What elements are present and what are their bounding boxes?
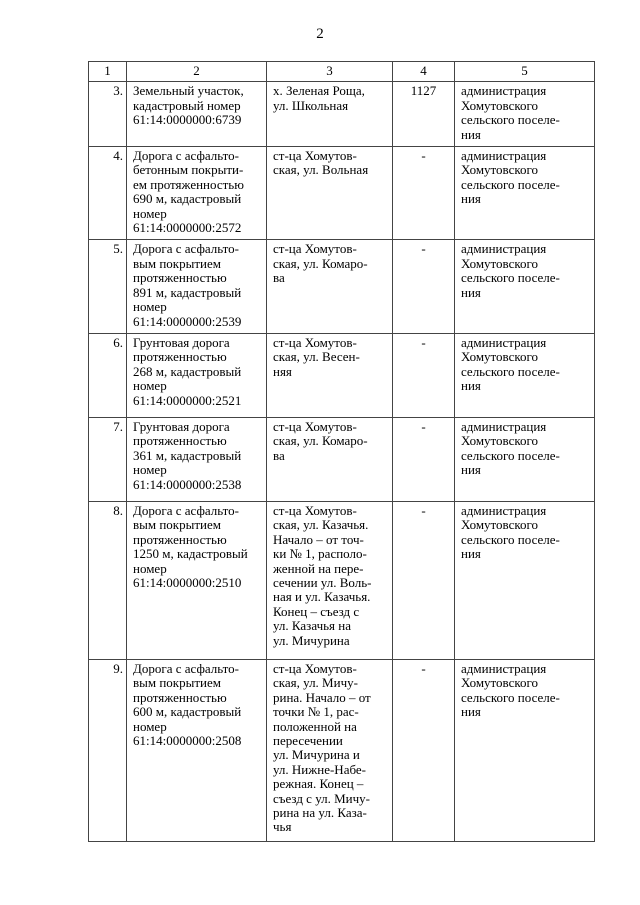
- table-row: [89, 417, 595, 501]
- table-row: [89, 501, 595, 659]
- object-address: ст-ца Хомутов- ская, ул. Комаро- ва: [267, 240, 393, 333]
- table-row: [89, 333, 595, 417]
- page-number: 2: [316, 26, 324, 42]
- object-address: х. Зеленая Роща, ул. Школьная: [267, 82, 393, 147]
- object-owner: администрация Хомутовского сельского поселе- ния: [455, 240, 595, 333]
- object-value: -: [393, 333, 455, 417]
- object-owner: администрация Хомутовского сельского поселе- ния: [455, 82, 595, 147]
- object-name: Дорога с асфальто- вым покрытием протяженностью 600 м, кадастровый номер 61:14:0000000:2508: [127, 659, 267, 841]
- row-number: 9.: [89, 659, 127, 841]
- object-name: Дорога с асфальто- вым покрытием протяженностью 891 м, кадастровый номер 61:14:0000000:2539: [127, 240, 267, 333]
- row-number: 4.: [89, 147, 127, 240]
- object-value: -: [393, 240, 455, 333]
- header-cell-5: 5: [455, 62, 595, 82]
- object-value: -: [393, 417, 455, 501]
- object-address: ст-ца Хомутов- ская, ул. Мичу- рина. Начало – от точки № 1, рас- положенной на пересечении ул. Мичурина и ул. Нижне-Набе- режная. Конец – съезд с ул. Мичу- рина на ул. Каза- чья: [267, 659, 393, 841]
- object-owner: администрация Хомутовского сельского поселе- ния: [455, 417, 595, 501]
- object-owner: администрация Хомутовского сельского поселе- ния: [455, 333, 595, 417]
- table-row: [89, 147, 595, 240]
- object-owner: администрация Хомутовского сельского поселе- ния: [455, 147, 595, 240]
- row-number: 6.: [89, 333, 127, 417]
- table-row: [89, 82, 595, 147]
- row-number: 8.: [89, 501, 127, 659]
- object-name: Грунтовая дорога протяженностью 361 м, кадастровый номер 61:14:0000000:2538: [127, 417, 267, 501]
- object-address: ст-ца Хомутов- ская, ул. Весен- няя: [267, 333, 393, 417]
- header-cell-1: 1: [89, 62, 127, 82]
- object-address: ст-ца Хомутов- ская, ул. Комаро- ва: [267, 417, 393, 501]
- header-cell-2: 2: [127, 62, 267, 82]
- object-name: Земельный участок, кадастровый номер 61:14:0000000:6739: [127, 82, 267, 147]
- table-row: [89, 659, 595, 841]
- row-number: 3.: [89, 82, 127, 147]
- table-row: [89, 240, 595, 333]
- object-name: Дорога с асфальто- вым покрытием протяженностью 1250 м, кадастровый номер 61:14:0000000:2510: [127, 501, 267, 659]
- header-row: [89, 62, 595, 82]
- object-owner: администрация Хомутовского сельского поселе- ния: [455, 501, 595, 659]
- object-address: ст-ца Хомутов- ская, ул. Вольная: [267, 147, 393, 240]
- property-table: [88, 61, 595, 842]
- object-name: Грунтовая дорога протяженностью 268 м, кадастровый номер 61:14:0000000:2521: [127, 333, 267, 417]
- header-cell-4: 4: [393, 62, 455, 82]
- object-value: -: [393, 501, 455, 659]
- row-number: 7.: [89, 417, 127, 501]
- object-value: -: [393, 147, 455, 240]
- object-address: ст-ца Хомутов- ская, ул. Казачья. Начало – от точ- ки № 1, располо- женной на пере- сечении ул. Воль- ная и ул. Казачья. Конец – съезд с ул. Казачья на ул. Мичурина: [267, 501, 393, 659]
- object-value: -: [393, 659, 455, 841]
- object-owner: администрация Хомутовского сельского поселе- ния: [455, 659, 595, 841]
- header-cell-3: 3: [267, 62, 393, 82]
- row-number: 5.: [89, 240, 127, 333]
- object-name: Дорога с асфальто- бетонным покрыти- ем протяженностью 690 м, кадастровый номер 61:14:0000000:2572: [127, 147, 267, 240]
- object-value: 1127: [393, 82, 455, 147]
